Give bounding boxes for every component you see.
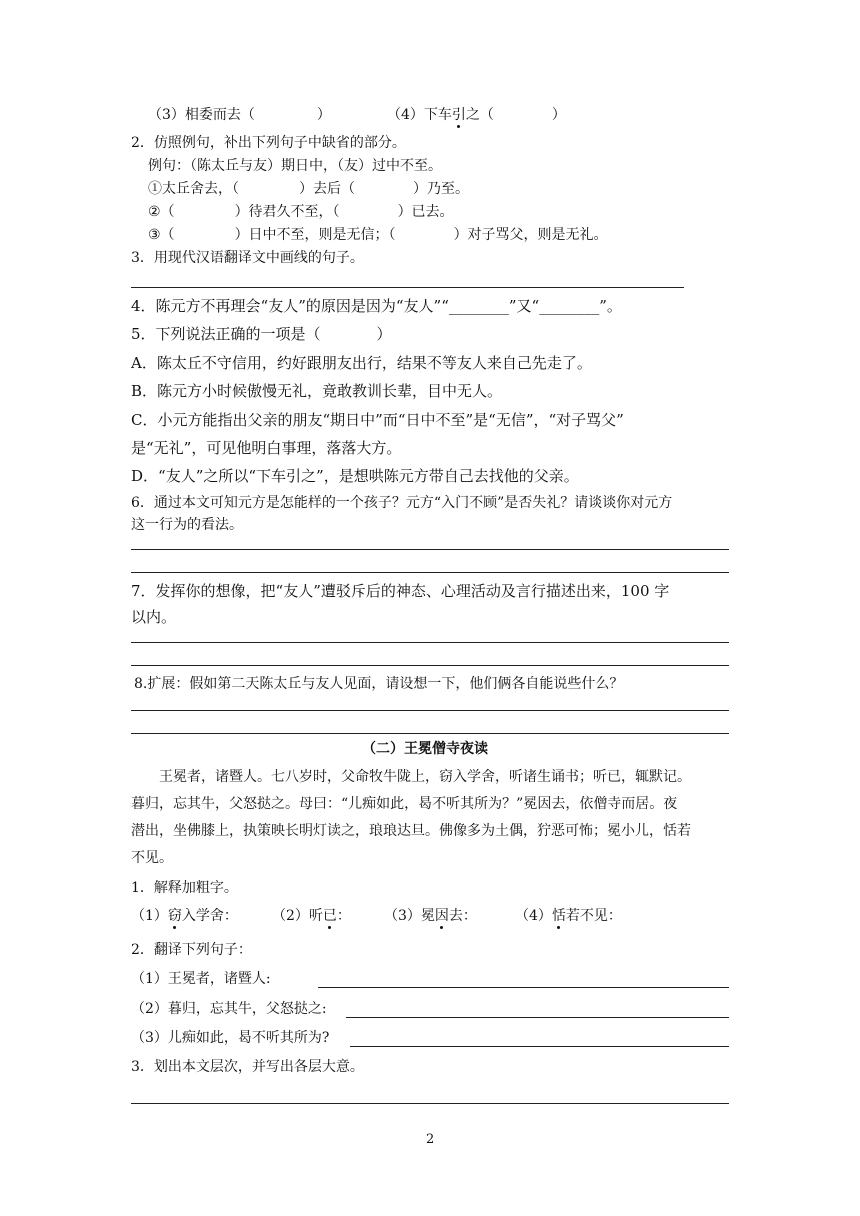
q5-option-a: A．陈太丘不守信用，约好跟朋友出行，结果不等友人来自己先走了。 [131, 354, 592, 372]
q5-option-b: B．陈元方小时候傲慢无礼，竟敢教训长辈，目中无人。 [131, 382, 503, 400]
s2q1-item-4 [515, 907, 622, 925]
q3-title: 3．用现代汉语翻译文中画线的句子。 [131, 250, 364, 266]
q5-option-c-line2: 是“无礼”，可见他明白事理，落落大方。 [131, 439, 402, 457]
passage-line-1: 王冕者，诸暨人。七八岁时，父命牧牛陇上，窃入学舍，听诸生诵书；听已，辄默记。 [159, 769, 691, 785]
q7-line1: 7．发挥你的想像，把“友人”遭驳斥后的神态、心理活动及言行描述出来，100 字 [131, 582, 670, 600]
q8-answer-line-1[interactable] [131, 710, 729, 711]
i4-a: （4） [515, 908, 552, 924]
q5-title [131, 325, 392, 343]
s1-b: ）去后（ [299, 181, 355, 197]
q5-option-d: D．“友人”之所以“下车引之”，是想哄陈元方带自己去找他的父亲。 [131, 467, 579, 485]
s2q1-item-3 [384, 907, 477, 925]
i2-a: （2）听 [272, 908, 323, 924]
item-4 [387, 106, 566, 124]
q3-answer-line[interactable] [131, 287, 684, 288]
item-4-close: ） [551, 107, 566, 123]
q6-answer-line-2[interactable] [131, 572, 729, 573]
i3-dotted: 因 [434, 908, 449, 924]
q2-title: 2．仿照例句，补出下列句子中缺省的部分。 [131, 135, 406, 151]
s3-c: ）对子骂父，则是无礼。 [453, 227, 608, 243]
q5-option-c-line1: C．小元方能指出父亲的朋友“期日中”而“日中不至”是“无信”，“对子骂父” [131, 411, 624, 429]
i2-b: ： [336, 908, 351, 924]
s1-a: ①太丘舍去，（ [148, 181, 239, 197]
s2q3-title: 3．划出本文层次，并写出各层大意。 [131, 1059, 364, 1075]
s2-a: ②（ [148, 204, 175, 220]
item-3-close: ） [316, 107, 331, 123]
q5-title-text: 5．下列说法正确的一项是（ [131, 325, 321, 343]
passage-line-4: 不见。 [131, 850, 173, 866]
i2-dotted: 已 [322, 908, 337, 924]
item-3-text: （3）相委而去（ [148, 107, 255, 123]
s2-c: ）已去。 [397, 204, 454, 220]
passage-line-3: 潜出，坐佛膝上，执策映长明灯读之，琅琅达旦。佛像多为土偶，狞恶可怖；冕小儿，恬若 [131, 823, 691, 839]
q2-sentence-2 [148, 203, 454, 221]
q4-text: 4．陈元方不再理会“友人”的原因是因为“友人”“________”又“________”。 [131, 297, 622, 315]
s2q2-answer-line-3[interactable] [350, 1046, 729, 1047]
item-4-pre: （4）下车 [387, 107, 452, 123]
q2-example: 例句：（陈太丘与友）期日中，（友）过中不至。 [148, 158, 442, 174]
s2q2-answer-line-1[interactable] [318, 987, 729, 988]
s2q1-title: 1．解释加粗字。 [131, 880, 238, 896]
item-3 [148, 106, 331, 124]
passage-line-2: 暮归，忘其牛，父怒挞之。母曰：“儿痴如此，曷不听其所为？”冕因去，依僧寺而居。夜 [131, 796, 678, 812]
item-4-dotted-char: 引 [451, 107, 466, 123]
s2-b: ）待君久不至，（ [234, 204, 340, 220]
q6-line1: 6．通过本文可知元方是怎能样的一个孩子？元方“入门不顾”是否失礼？请谈谈你对元方 [131, 495, 673, 511]
q2-sentence-1 [148, 180, 469, 198]
i3-b: 去： [448, 908, 477, 924]
q8-text: 8.扩展：假如第二天陈太丘与友人见面，请设想一下，他们俩各自能说些什么？ [134, 676, 624, 692]
page-number: 2 [426, 1132, 435, 1147]
q6-answer-line-1[interactable] [131, 549, 729, 550]
i1-b: 入学舍： [181, 908, 238, 924]
s2q2-item-2: （2）暮归，忘其牛，父怒挞之: [131, 1001, 327, 1017]
s2q2-item-3: （3）儿痴如此，曷不听其所为? [131, 1030, 330, 1046]
i4-dotted: 恬 [551, 908, 566, 924]
s3-b: ）日中不至，则是无信；（ [234, 227, 396, 243]
q2-sentence-3 [148, 226, 608, 244]
q8-answer-line-2[interactable] [131, 733, 729, 734]
q6-line2: 这一行为的看法。 [131, 517, 243, 533]
q7-line2: 以内。 [131, 608, 177, 626]
i4-b: 若不见： [565, 908, 622, 924]
i1-dotted: 窃 [167, 908, 182, 924]
s2q2-title: 2．翻译下列句子： [131, 942, 252, 958]
s1-c: ）乃至。 [413, 181, 469, 197]
section-title: （二）王冕僧寺夜读 [362, 741, 488, 757]
s2q2-item-1: （1）王冕者，诸暨人: [131, 971, 271, 987]
i1-a: （1） [131, 908, 168, 924]
item-4-post: 之（ [465, 107, 494, 123]
s2q3-answer-line[interactable] [131, 1103, 729, 1104]
q5-title-close: ） [376, 325, 392, 343]
s2q1-item-1 [131, 907, 238, 925]
q7-answer-line-2[interactable] [131, 665, 729, 666]
s3-a: ③（ [148, 227, 175, 243]
s2q1-item-2 [272, 907, 351, 925]
q7-answer-line-1[interactable] [131, 642, 729, 643]
s2q2-answer-line-2[interactable] [346, 1017, 729, 1018]
i3-a: （3）冕 [384, 908, 435, 924]
